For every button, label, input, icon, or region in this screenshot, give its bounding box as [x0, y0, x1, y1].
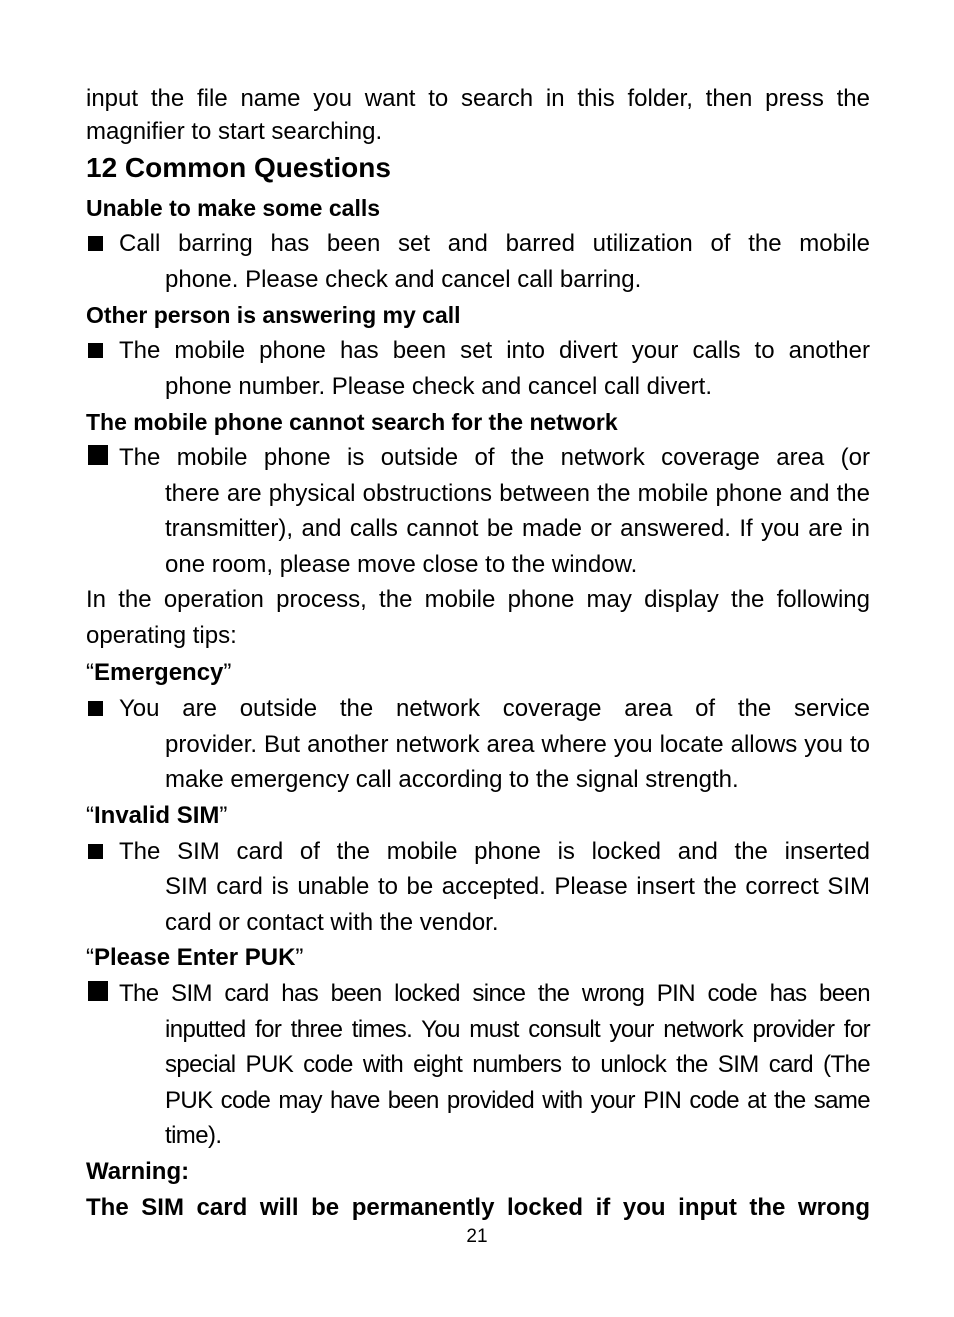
open-quote: “ [86, 659, 94, 686]
tip-bullet [86, 834, 870, 941]
question-heading: Other person is answering my call [86, 302, 461, 328]
bullet-square-icon [88, 343, 103, 358]
close-quote: ” [219, 801, 228, 829]
bullet-text: inputted for three times. You must consult your network provider for special PUK code with eight numbers to unlock the SIM card (The PUK code may have been provided with your PIN code at the same time). [165, 1015, 870, 1149]
bullet-square-icon [88, 701, 103, 716]
bullet-text: phone number. Please check and cancel call divert. [165, 372, 712, 400]
bullet-first-line: The mobile phone has been set into divert your calls to another [119, 337, 870, 364]
bullet-first-line: The SIM card of the mobile phone is locked and the inserted [119, 837, 870, 865]
bullet-square-icon [88, 981, 108, 1001]
bullet-square-icon [88, 445, 108, 465]
page-number: 21 [466, 1226, 488, 1247]
section-title: 12 Common Questions [86, 152, 391, 183]
tip-heading [86, 655, 870, 691]
open-quote: “ [86, 944, 94, 971]
open-quote: “ [86, 801, 94, 829]
page-content [86, 82, 870, 1226]
intro-paragraph: input the file name you want to search in this folder, then press the magnifier to start searching. [86, 85, 870, 145]
bullet-square-icon [88, 844, 103, 859]
bullet-text: there are physical obstructions between the mobile phone and the transmitter), and calls cannot be made or answered. If you are in one room, please move close to the window. [165, 479, 870, 578]
bullet-square-icon [88, 236, 103, 251]
close-quote: ” [295, 944, 304, 971]
close-quote: ” [223, 659, 232, 686]
tip-label: Emergency [94, 659, 224, 686]
tips-intro-paragraph: In the operation process, the mobile phone may display the following operating tips: [86, 586, 870, 649]
tip-heading [86, 940, 870, 976]
tip-label: Invalid SIM [94, 801, 220, 829]
tip-heading [86, 798, 870, 834]
answer-bullet [86, 440, 870, 582]
tip-bullet [86, 976, 870, 1154]
question-heading: Unable to make some calls [86, 195, 381, 221]
warning-text: The SIM card will be permanently locked if you input the wrong [86, 1193, 870, 1221]
tip-bullet [86, 691, 870, 798]
tip-label: Please Enter PUK [94, 944, 296, 971]
bullet-text: phone. Please check and cancel call barring. [165, 265, 642, 293]
question-heading: The mobile phone cannot search for the network [86, 409, 618, 435]
bullet-text: provider. But another network area where you locate allows you to make emergency call according to the signal strength. [165, 730, 870, 793]
bullet-text: SIM card is unable to be accepted. Please insert the correct SIM card or contact with the vendor. [165, 873, 870, 936]
answer-bullet [86, 333, 870, 404]
bullet-first-line: The SIM card has been locked since the wrong PIN code has been [119, 980, 870, 1007]
bullet-first-line: The mobile phone is outside of the network coverage area (or [119, 444, 870, 471]
answer-bullet [86, 226, 870, 297]
bullet-first-line: You are outside the network coverage area of the service [119, 695, 870, 722]
bullet-first-line: Call barring has been set and barred utilization of the mobile [119, 230, 870, 257]
warning-label: Warning: [86, 1157, 190, 1185]
